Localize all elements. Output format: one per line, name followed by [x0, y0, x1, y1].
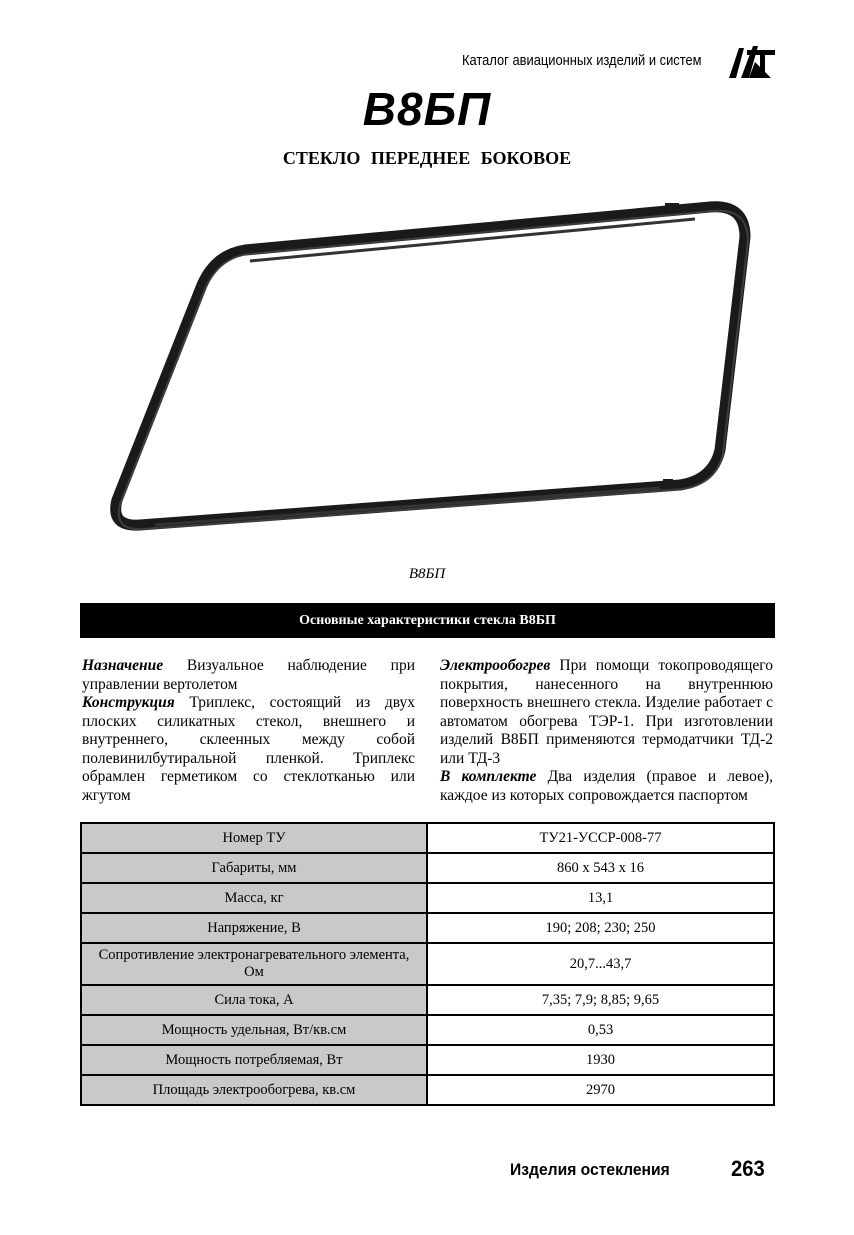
description-right-column: [440, 657, 773, 805]
table-row: [81, 883, 774, 913]
spec-value: ТУ21-УССР-008-77: [427, 823, 774, 853]
spec-value: 860 x 543 x 16: [427, 853, 774, 883]
spec-label: Сила тока, А: [81, 985, 427, 1015]
table-row: [81, 853, 774, 883]
product-code: В8БП: [362, 83, 492, 135]
heating-term: Электрообогрев: [440, 657, 551, 674]
table-row: [81, 1045, 774, 1075]
table-row: [81, 913, 774, 943]
spec-value: 20,7...43,7: [427, 943, 774, 985]
spec-value: 7,35; 7,9; 8,85; 9,65: [427, 985, 774, 1015]
description-left-column: [82, 657, 415, 805]
heating-paragraph: [440, 657, 773, 768]
purpose-text: Визуальное наблюдение при управлении вертолетом: [82, 657, 415, 693]
page-number: 263: [731, 1156, 765, 1181]
footer-section-name: Изделия остекления: [510, 1160, 670, 1179]
section-title-bar: [80, 603, 775, 638]
construction-paragraph: [82, 694, 415, 805]
spec-label: Габариты, мм: [81, 853, 427, 883]
window-frame-photo: [105, 195, 765, 550]
table-row: [81, 1015, 774, 1045]
table-row: [81, 985, 774, 1015]
construction-text: Триплекс, состоящий из двух плоских силикатных стекол, внешнего и внутреннего, склеенных между собой полевинилбутиральной пленкой. Триплекс обрамлен герметиком со стеклотканью или жгутом: [82, 694, 415, 804]
spec-value: 2970: [427, 1075, 774, 1105]
company-logo-icon: [727, 44, 775, 80]
spec-label: Номер ТУ: [81, 823, 427, 853]
purpose-paragraph: [82, 657, 415, 694]
spec-label: Масса, кг: [81, 883, 427, 913]
spec-value: 190; 208; 230; 250: [427, 913, 774, 943]
kit-term: В комплекте: [440, 768, 537, 785]
kit-text: Два изделия (правое и левое), каждое из которых сопровождается паспортом: [440, 768, 773, 804]
spec-value: 1930: [427, 1045, 774, 1075]
table-row: [81, 943, 774, 985]
table-row: [81, 823, 774, 853]
spec-label: Сопротивление электронагревательного элемента, Ом: [81, 943, 427, 985]
construction-term: Конструкция: [82, 694, 175, 711]
spec-value: 13,1: [427, 883, 774, 913]
spec-label: Мощность потребляемая, Вт: [81, 1045, 427, 1075]
photo-caption: В8БП: [408, 566, 446, 582]
spec-label: Мощность удельная, Вт/кв.см: [81, 1015, 427, 1045]
kit-paragraph: [440, 768, 773, 805]
spec-label: Площадь электрообогрева, кв.см: [81, 1075, 427, 1105]
purpose-term: Назначение: [82, 657, 164, 674]
table-row: [81, 1075, 774, 1105]
specs-table: [80, 822, 775, 1106]
catalog-header: Каталог авиационных изделий и систем: [462, 52, 702, 69]
spec-value: 0,53: [427, 1015, 774, 1045]
product-name: СТЕКЛО ПЕРЕДНЕЕ БОКОВОЕ: [282, 148, 572, 168]
section-title: Основные характеристики стекла В8БП: [299, 612, 556, 628]
spec-label: Напряжение, В: [81, 913, 427, 943]
heating-text: При помощи токопроводящего покрытия, нанесенного на внутреннюю поверхность внешнего стекла. Изделие работает с автоматом обогрева ТЭР-1. При изготовлении изделий В8БП применяются термодатчики ТД-2 или ТД-3: [440, 657, 773, 767]
